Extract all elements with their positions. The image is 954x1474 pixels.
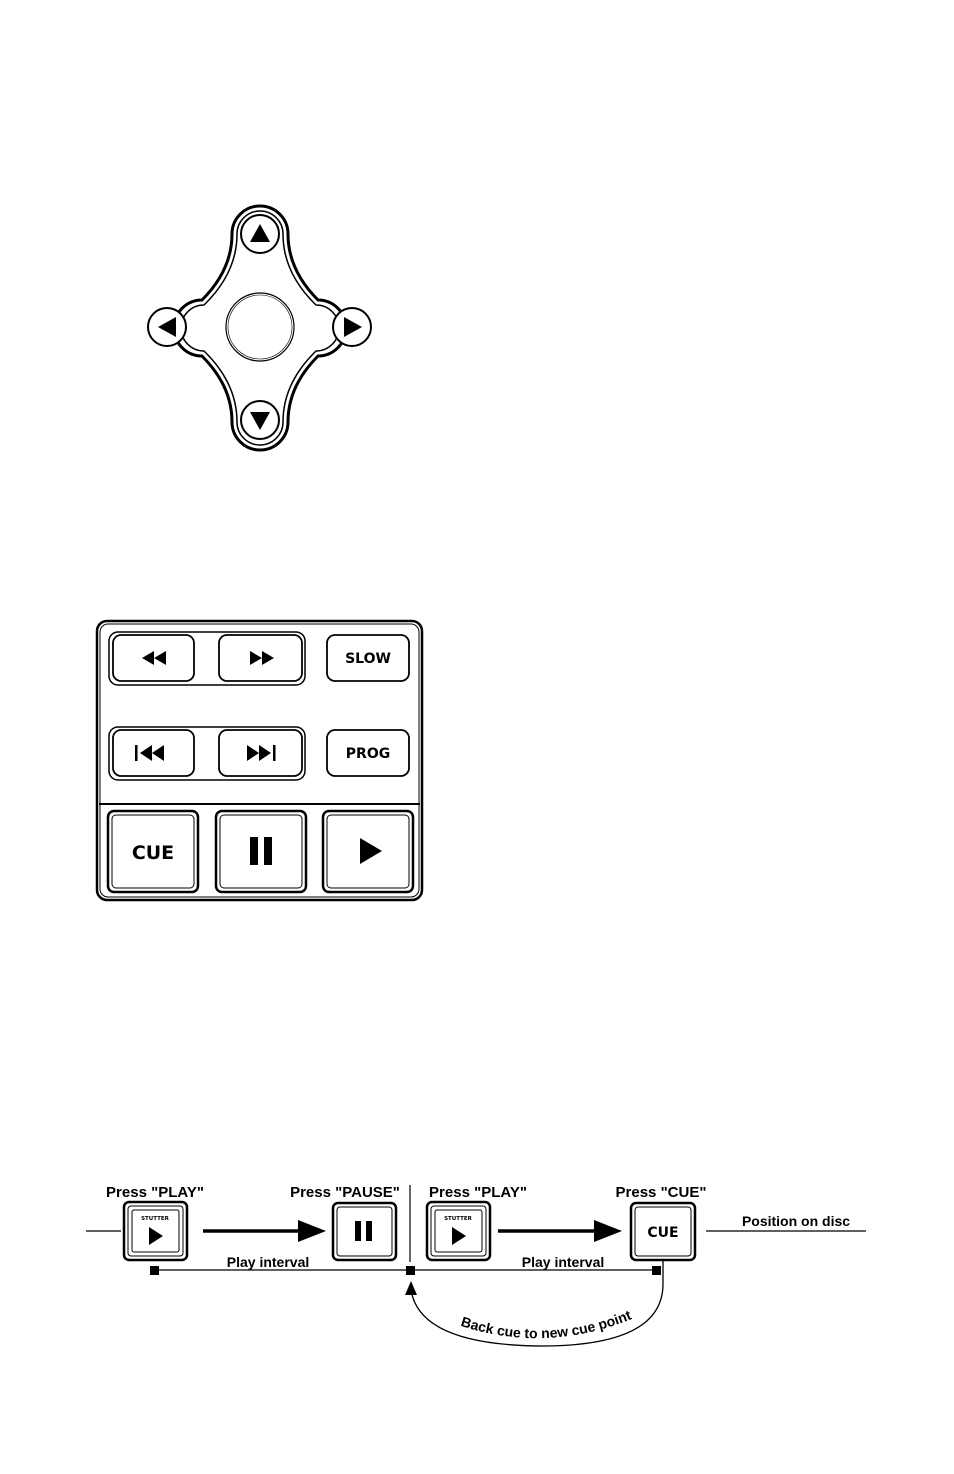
svg-text:PROG: PROG <box>345 746 391 762</box>
step-4-label: Press "CUE" <box>615 1184 707 1201</box>
cue-timeline <box>86 1184 866 1346</box>
dpad-right-button[interactable] <box>333 308 371 346</box>
dpad-up-button[interactable] <box>241 215 279 253</box>
pause-step-button <box>333 1203 396 1260</box>
stutter-play-button-2 <box>427 1202 490 1260</box>
next-track-button[interactable] <box>219 730 302 776</box>
play-interval-label-1: Play interval <box>226 1254 310 1270</box>
slow-button[interactable] <box>327 635 409 681</box>
back-cue-label: Back cue to new cue point <box>459 1306 634 1342</box>
arrow-1 <box>203 1220 326 1242</box>
interval-marker-1 <box>150 1266 159 1275</box>
previous-track-button[interactable] <box>113 730 194 776</box>
transport-panel <box>97 621 422 900</box>
rewind-button[interactable] <box>113 635 194 681</box>
step-1-label: Press "PLAY" <box>106 1184 204 1201</box>
svg-text:CUE: CUE <box>647 1225 679 1241</box>
fast-forward-button[interactable] <box>219 635 302 681</box>
svg-text:SLOW: SLOW <box>345 651 391 667</box>
stutter-play-button-1 <box>124 1202 187 1260</box>
arrow-2 <box>498 1220 622 1242</box>
dpad-down-button[interactable] <box>241 401 279 439</box>
pause-button[interactable] <box>216 811 306 892</box>
svg-text:STUTTER: STUTTER <box>444 1216 472 1222</box>
play-button[interactable] <box>323 811 413 892</box>
interval-marker-2 <box>406 1266 415 1275</box>
svg-text:CUE: CUE <box>131 842 175 864</box>
prog-button[interactable] <box>327 730 409 776</box>
step-2-label: Press "PAUSE" <box>290 1184 400 1201</box>
dpad-left-button[interactable] <box>148 308 186 346</box>
step-3-label: Press "PLAY" <box>429 1184 527 1201</box>
position-label: Position on disc <box>741 1213 851 1229</box>
svg-text:STUTTER: STUTTER <box>141 1216 169 1222</box>
cue-step-button <box>631 1203 695 1260</box>
dpad-center-button[interactable] <box>226 293 294 361</box>
play-interval-label-2: Play interval <box>521 1254 605 1270</box>
dpad <box>148 206 371 450</box>
cue-button[interactable] <box>108 811 198 892</box>
interval-marker-3 <box>652 1266 661 1275</box>
